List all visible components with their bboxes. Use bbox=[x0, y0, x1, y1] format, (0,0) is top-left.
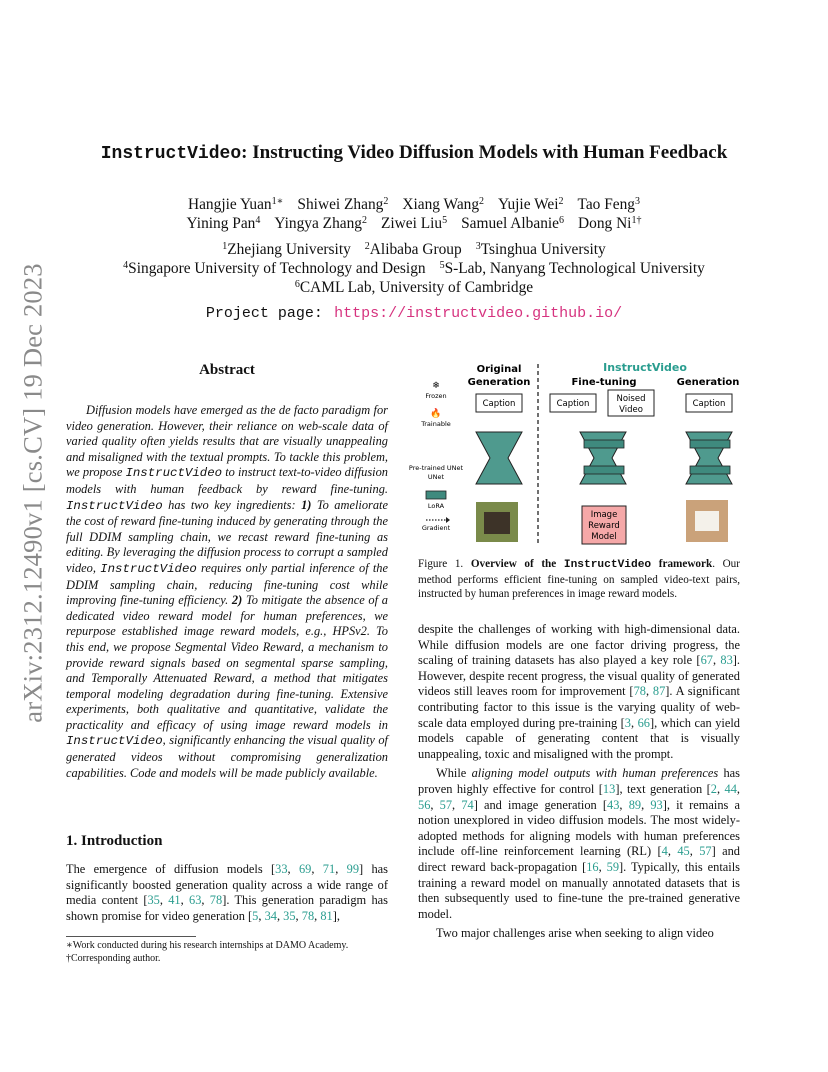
text-run: 2) bbox=[231, 593, 243, 608]
text-run: , bbox=[630, 715, 638, 730]
svg-text:LoRA: LoRA bbox=[427, 502, 445, 510]
citation-link[interactable]: 5 bbox=[252, 908, 259, 923]
text-run: , bbox=[159, 893, 169, 908]
footnote-1: ∗Work conducted during his research internships at DAMO Academy. bbox=[66, 940, 349, 951]
affiliation: $^5$S-Lab, Nanyang Technological University bbox=[439, 260, 705, 277]
citation-link[interactable]: 59 bbox=[606, 859, 620, 874]
svg-text:Noised: Noised bbox=[616, 394, 646, 404]
affiliation: $^3$Tsinghua University bbox=[475, 241, 606, 258]
text-run: The emergence of diffusion models [ bbox=[66, 862, 276, 876]
instructvideo-label: InstructVideo bbox=[603, 361, 687, 374]
text-run: InstructVideo bbox=[563, 559, 652, 571]
unet-shape-original bbox=[476, 432, 522, 484]
citation-link[interactable]: 83 bbox=[720, 653, 733, 668]
citation-link[interactable]: 56 bbox=[418, 797, 431, 812]
col-generation-label: Generation bbox=[676, 377, 740, 388]
svg-text:Caption: Caption bbox=[692, 399, 726, 409]
text-run: , bbox=[598, 859, 607, 874]
project-url-link[interactable]: https://instructvideo.github.io/ bbox=[334, 305, 623, 322]
text-run: Overview of the bbox=[470, 558, 564, 570]
author: Yujie Wei$^2$ bbox=[498, 196, 564, 213]
text-run: Diffusion models have emerged as the de facto paradigm for video generation. However, their reliance on web-scale data of varied quality often yields results that are visually unappealing and misaligned with the textual prompts. To tackle this problem, we propose bbox=[66, 403, 388, 480]
text-run: , bbox=[736, 781, 740, 796]
citation-link[interactable]: 41 bbox=[168, 893, 181, 908]
svg-text:UNet: UNet bbox=[427, 473, 445, 481]
text-run: Two major challenges arise when seeking to align video bbox=[436, 926, 714, 941]
author: Yingya Zhang$^2$ bbox=[274, 215, 367, 232]
author: Samuel Albanie$^6$ bbox=[461, 215, 565, 232]
text-run: to instruct text-to-video diffusion models with human feedback by reward fine-tuning. bbox=[66, 465, 388, 496]
author-line bbox=[40, 195, 788, 214]
text-run: has proven highly effective for control [ bbox=[418, 766, 740, 796]
text-run: , bbox=[452, 797, 462, 812]
text-run: ], bbox=[332, 908, 340, 923]
footnotes bbox=[66, 939, 388, 965]
svg-text:Caption: Caption bbox=[556, 399, 590, 409]
svg-text:Gradient: Gradient bbox=[421, 524, 451, 532]
paragraph bbox=[418, 766, 740, 922]
citation-link[interactable]: 57 bbox=[699, 844, 712, 859]
citation-link[interactable]: 78 bbox=[209, 893, 223, 908]
citation-link[interactable]: 57 bbox=[439, 797, 453, 812]
text-run: ] and direct reward back-propagation [ bbox=[418, 844, 740, 874]
frozen-icon: ❄ bbox=[432, 381, 440, 391]
citation-link[interactable]: 2 bbox=[710, 781, 717, 796]
text-run: , bbox=[258, 908, 265, 923]
affiliation: $^2$Alibaba Group bbox=[364, 241, 462, 258]
col-finetuning-label: Fine-tuning bbox=[571, 377, 637, 388]
affiliation: $^6$CAML Lab, University of Cambridge bbox=[294, 279, 534, 296]
citation-link[interactable]: 81 bbox=[320, 908, 333, 923]
paper-title: InstructVideo: Instructing Video Diffusion Models with Human Feedback bbox=[100, 142, 728, 164]
text-run: Figure 1. bbox=[418, 558, 471, 570]
author: Tao Feng$^3$ bbox=[577, 196, 640, 213]
citation-link[interactable]: 74 bbox=[461, 797, 474, 812]
citation-link[interactable]: 34 bbox=[264, 908, 277, 923]
citation-link[interactable]: 43 bbox=[607, 797, 620, 812]
affiliation-line bbox=[40, 278, 788, 297]
text-run: framework bbox=[651, 558, 713, 570]
affiliation-line bbox=[40, 259, 788, 278]
citation-link[interactable]: 44 bbox=[724, 781, 737, 796]
text-run: , bbox=[276, 908, 284, 923]
text-run: ]. Typically, this entails training a reward model on manually annotated datasets that is then subsequently used to fine-tune the pre-trained generative model. bbox=[418, 859, 740, 921]
text-run: InstructVideo bbox=[66, 734, 163, 749]
citation-link[interactable]: 45 bbox=[677, 844, 690, 859]
figure-1-diagram bbox=[408, 360, 740, 550]
text-run: , bbox=[314, 908, 321, 923]
citation-link[interactable]: 63 bbox=[189, 893, 202, 908]
author: Hangjie Yuan$^{1∗}$ bbox=[187, 196, 284, 213]
svg-text:Caption: Caption bbox=[482, 399, 516, 409]
text-run: , bbox=[287, 862, 299, 876]
text-run: ] has significantly boosted generation quality across a wide range of media content [ bbox=[66, 862, 388, 908]
text-run: ] and image generation [ bbox=[473, 797, 608, 812]
text-run: has two key ingredients: bbox=[162, 497, 302, 512]
text-run: , bbox=[201, 893, 210, 908]
author: Ziwei Liu$^5$ bbox=[381, 215, 448, 232]
col-original-label-2: Generation bbox=[467, 377, 531, 388]
svg-text:Reward: Reward bbox=[588, 521, 620, 531]
author: Xiang Wang$^2$ bbox=[402, 196, 485, 213]
project-page-line: Project page: https://instructvideo.github.io/ bbox=[205, 305, 623, 322]
citation-link[interactable]: 4 bbox=[661, 844, 668, 859]
author: Yining Pan$^4$ bbox=[186, 215, 261, 232]
footnote-divider bbox=[66, 936, 196, 937]
svg-text:Video: Video bbox=[619, 405, 643, 415]
text-run: , bbox=[335, 862, 347, 876]
col-original-label: Original bbox=[476, 364, 522, 375]
paragraph bbox=[418, 926, 740, 942]
text-run: ], text generation [ bbox=[615, 781, 711, 796]
footnote-2: †Corresponding author. bbox=[66, 953, 161, 964]
citation-link[interactable]: 3 bbox=[624, 715, 631, 730]
citation-link[interactable]: 93 bbox=[650, 797, 663, 812]
figure-1-caption bbox=[418, 557, 740, 602]
text-run: To mitigate the absence of a dedicated video reward model for human preferences, we repurpose established image reward models, e.g., HPSv2. To this end, we propose Segmental Video Reward, a mechanism to provide reward signals based on segmental sparse sampling, and Temporally Attenuated Reward, a method that mitigates temporal modeling degradation during fine-tuning. Extensive experiments, both qualitative and quantitative, validate the practicality and efficacy of using image reward models in bbox=[66, 593, 388, 732]
affiliation: $^1$Zhejiang University bbox=[222, 241, 351, 258]
citation-link[interactable]: 35 bbox=[147, 893, 160, 908]
citation-link[interactable]: 33 bbox=[275, 862, 288, 876]
lora-legend-swatch bbox=[426, 491, 446, 499]
text-run: ], it remains a notion unexplored in video diffusion models. The most widely-adopted methods for aligning models with human preferences include off-line reinforcement learning (RL) [ bbox=[418, 797, 741, 859]
paragraph bbox=[418, 622, 740, 762]
citation-link[interactable]: 87 bbox=[652, 684, 666, 699]
citation-link[interactable]: 71 bbox=[322, 862, 336, 876]
author: Dong $Ni^{1\dagger}$ bbox=[578, 215, 642, 232]
svg-text:Model: Model bbox=[591, 532, 617, 542]
author: Shiwei Zhang$^2$ bbox=[297, 196, 389, 213]
text-run: ]. This generation paradigm has shown promise for video generation [ bbox=[66, 893, 388, 923]
citation-link[interactable]: 35 bbox=[283, 908, 296, 923]
citation-link[interactable]: 78 bbox=[633, 684, 646, 699]
svg-text:Trainable: Trainable bbox=[421, 420, 451, 428]
citation-link[interactable]: 67 bbox=[700, 653, 713, 668]
text-run: , significantly enhancing the visual quality of generated videos without compromising generalization capabilities. Code and models will be made publicly available. bbox=[66, 733, 388, 780]
section-heading-introduction: 1. Introduction bbox=[66, 833, 163, 849]
text-run: , bbox=[645, 684, 653, 699]
text-run: , bbox=[295, 908, 302, 923]
text-run: InstructVideo bbox=[66, 498, 163, 513]
introduction-body bbox=[66, 862, 388, 924]
text-run: aligning model outputs with human preferences bbox=[471, 766, 719, 781]
trainable-icon: 🔥 bbox=[430, 409, 442, 419]
affiliation-line bbox=[40, 240, 788, 259]
text-run: To ameliorate the cost of reward fine-tuning induced by generating through the full DDIM sampling chain, we recast reward fine-tuning as editing. By leveraging the diffusion process to corrupt a sampled video, bbox=[66, 497, 388, 575]
affiliation: $^4$Singapore University of Technology and Design bbox=[123, 260, 426, 277]
svg-text:Frozen: Frozen bbox=[425, 392, 447, 400]
abstract-body bbox=[66, 403, 388, 781]
text-run: , bbox=[180, 893, 190, 908]
text-run: requires only partial inference of the DDIM sampling chain, reducing fine-tuning cost while improving fine-tuning efficiency. bbox=[66, 560, 388, 608]
citation-link[interactable]: 66 bbox=[637, 715, 650, 730]
citation-link[interactable]: 16 bbox=[586, 859, 599, 874]
text-run: despite the challenges of working with high-dimensional data. While diffusion models are one factor driving progress, the scaling of training datasets has also played a key role [ bbox=[418, 622, 740, 668]
text-run: . Our method performs efficient fine-tuning on sampled video-text pairs, instructed by human preferences in image reward models. bbox=[418, 558, 740, 600]
author-line bbox=[40, 214, 788, 233]
abstract-heading: Abstract bbox=[199, 362, 255, 378]
text-run: , bbox=[641, 797, 651, 812]
svg-text:Pre-trained UNet: Pre-trained UNet bbox=[408, 464, 464, 472]
text-run: ], which can yield models capable of generating content that is visually unappealing, toxic and misaligned with the prompt. bbox=[418, 715, 740, 761]
right-column-body bbox=[418, 622, 740, 942]
svg-text:Image: Image bbox=[590, 510, 618, 520]
text-run: InstructVideo bbox=[100, 561, 197, 576]
citation-link[interactable]: 78 bbox=[301, 908, 315, 923]
text-run: , bbox=[716, 781, 725, 796]
text-run: , bbox=[712, 653, 721, 668]
text-run: ]. A significant contributing factor to this issue is the varying quality of web-scale data employed during pre-training [ bbox=[418, 684, 740, 730]
text-run: , bbox=[667, 844, 678, 859]
text-run: , bbox=[689, 844, 700, 859]
text-run: , bbox=[430, 797, 440, 812]
citation-link[interactable]: 89 bbox=[628, 797, 642, 812]
citation-link[interactable]: 13 bbox=[602, 781, 616, 796]
arxiv-sidebar-stamp: arXiv:2312.12490v1 [cs.CV] 19 Dec 2023 bbox=[17, 262, 48, 723]
text-run: , bbox=[311, 862, 323, 876]
text-run: 1) bbox=[301, 497, 312, 512]
text-run: While bbox=[436, 766, 472, 781]
citation-link[interactable]: 69 bbox=[298, 862, 312, 876]
text-run: ]. However, despite recent progress, the visual quality of generated videos still leaves room for improvement [ bbox=[418, 653, 740, 699]
citation-link[interactable]: 99 bbox=[346, 862, 360, 876]
text-run: , bbox=[619, 797, 629, 812]
text-run: InstructVideo bbox=[125, 466, 223, 481]
